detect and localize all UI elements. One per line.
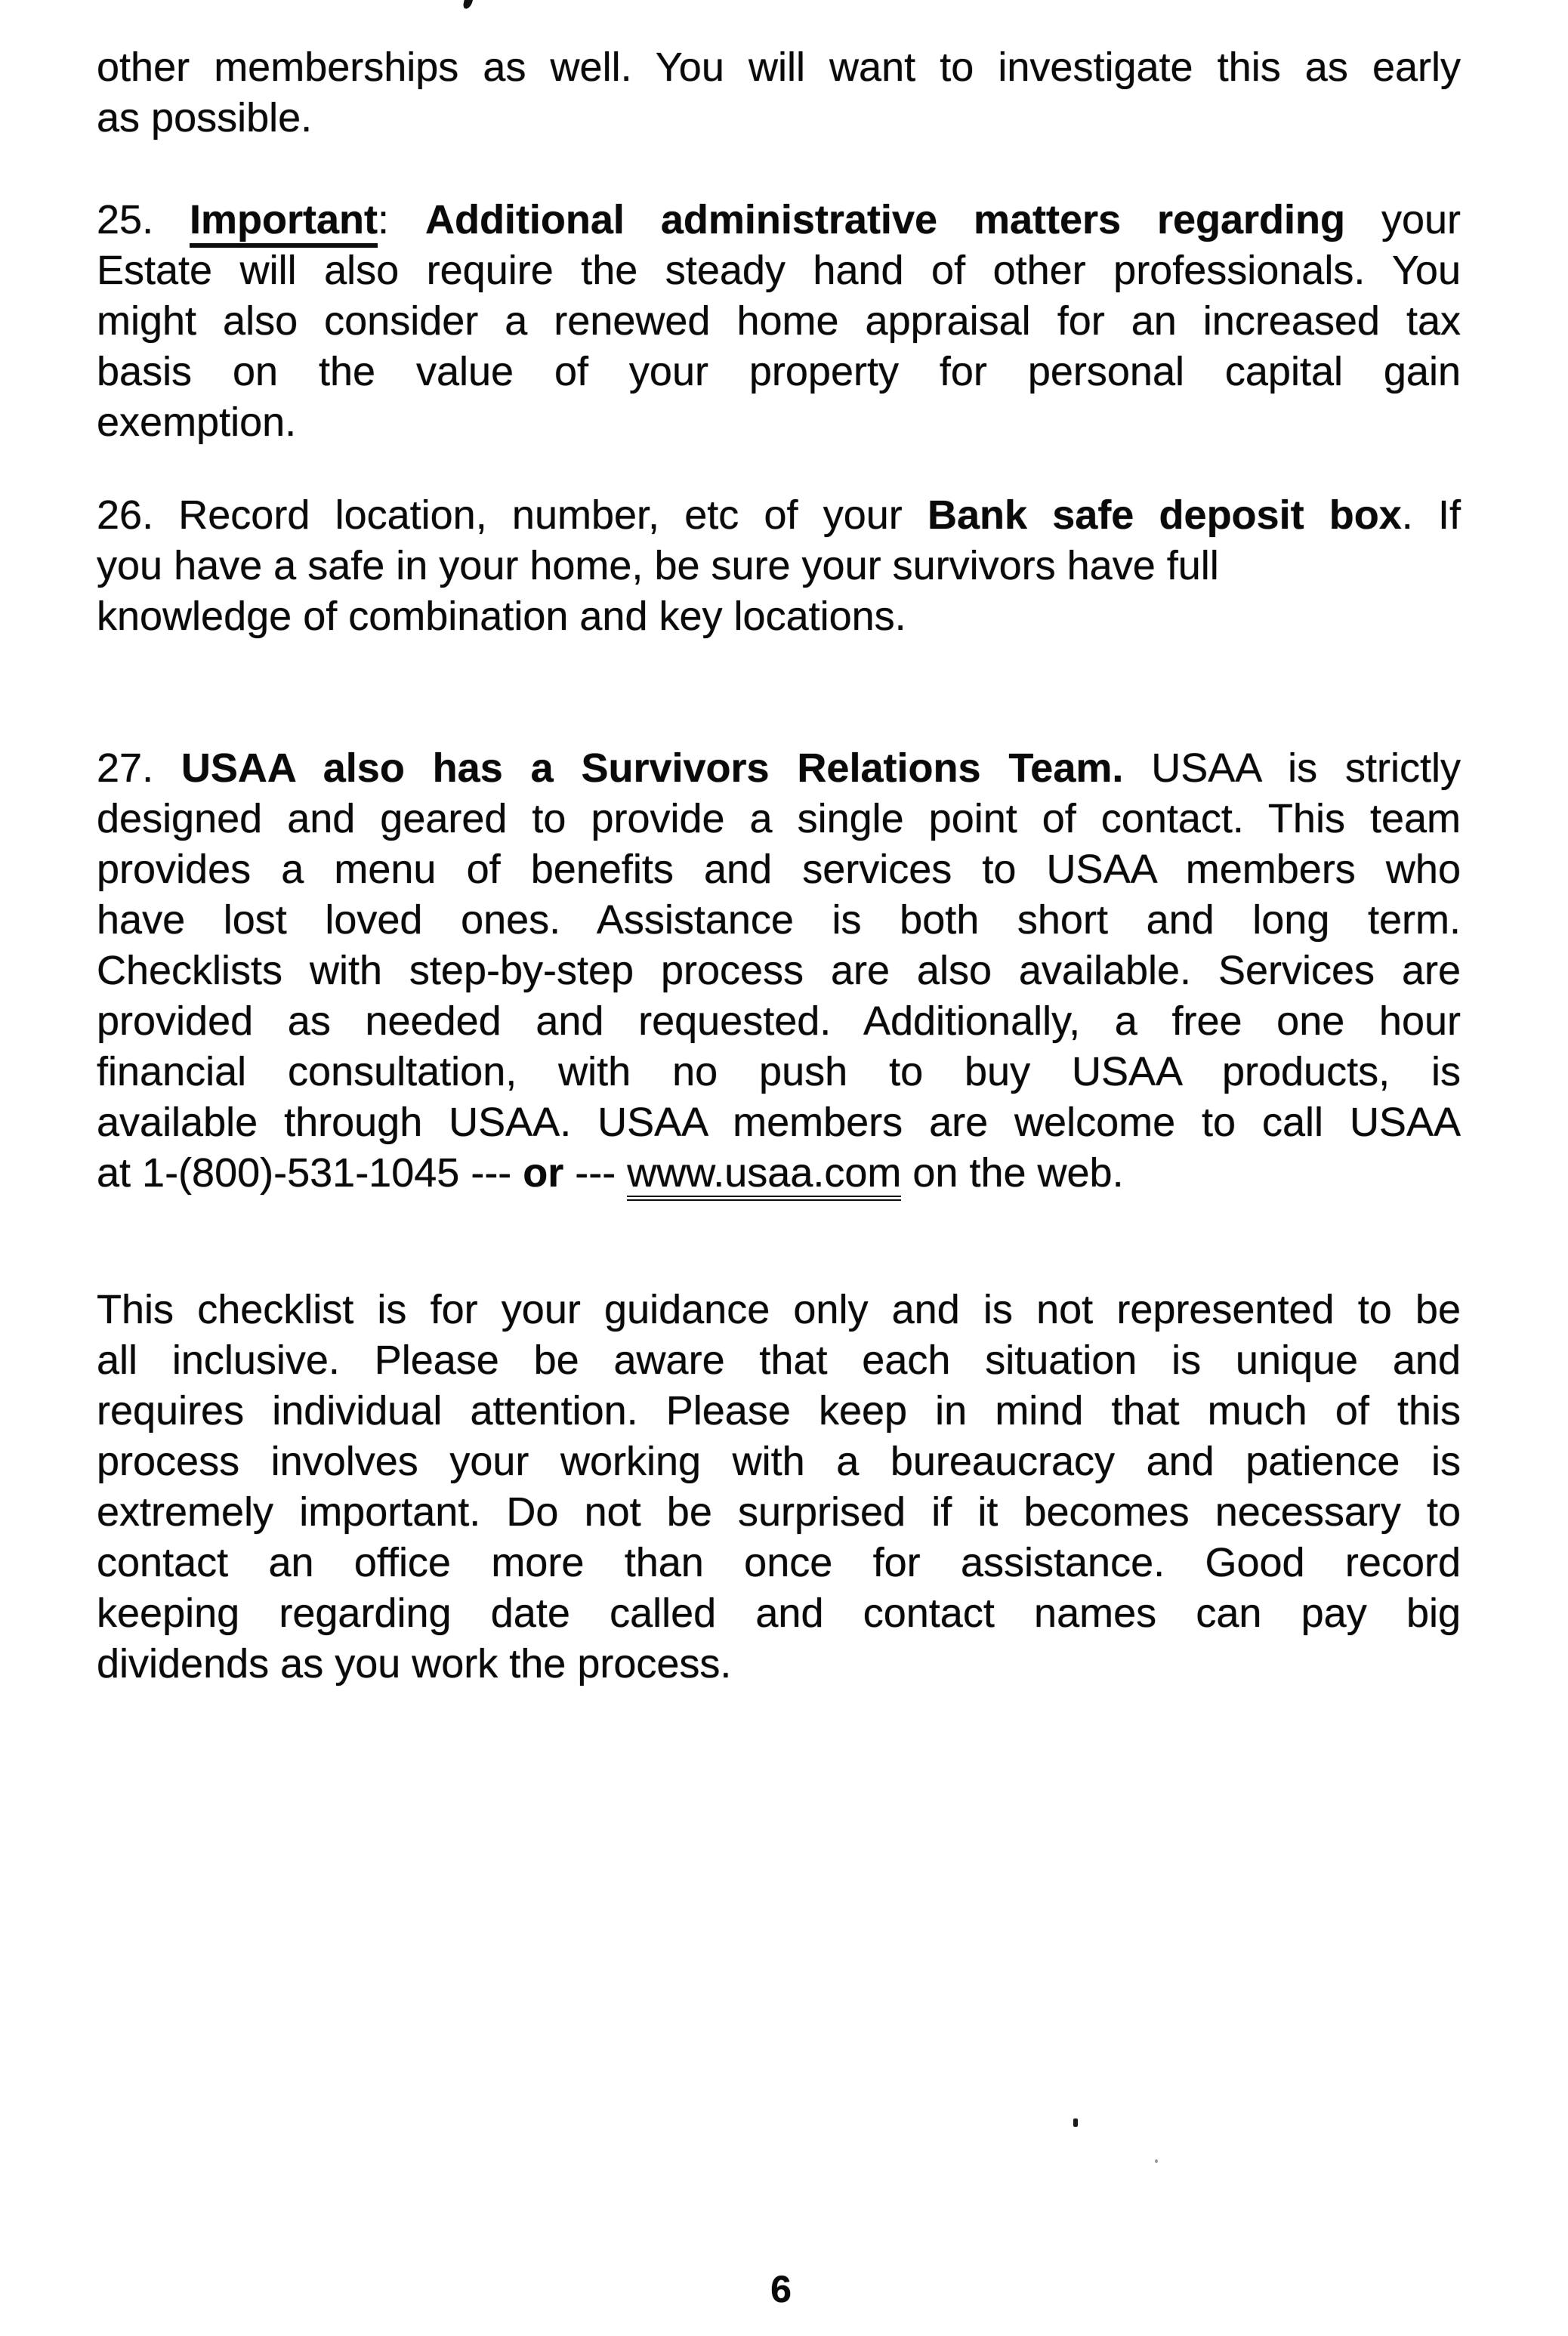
text-segment: contact an office more than once for assistance. Good record xyxy=(97,1540,1461,1585)
text-line xyxy=(97,195,1461,245)
text-segment: exemption. xyxy=(97,400,297,445)
paragraph-item-26 xyxy=(97,490,1461,642)
paragraph-item-27 xyxy=(97,743,1461,1199)
text-line xyxy=(97,42,1461,93)
page-number: 6 xyxy=(770,2268,792,2310)
text-line xyxy=(97,1047,1461,1097)
text-segment: : xyxy=(378,197,425,242)
text-segment: 25. xyxy=(97,197,190,242)
text-line xyxy=(97,1487,1461,1538)
text-segment: all inclusive. Please be aware that each situation is unique and xyxy=(97,1338,1461,1383)
text-segment: extremely important. Do not be surprised if it becomes necessary to xyxy=(97,1489,1461,1535)
text-line xyxy=(97,946,1461,996)
text-segment: your xyxy=(1345,197,1462,242)
text-line xyxy=(97,794,1461,844)
scan-speck xyxy=(1073,2118,1078,2127)
text-segment: or xyxy=(523,1150,564,1196)
scan-speck xyxy=(1155,2159,1158,2163)
text-segment: provided as needed and requested. Additionally, a free one hour xyxy=(97,998,1461,1044)
text-line xyxy=(97,1335,1461,1386)
text-line xyxy=(97,296,1461,347)
text-line xyxy=(97,347,1461,397)
text-segment: Additional administrative matters regarding xyxy=(424,197,1346,242)
paragraph-continuation xyxy=(97,42,1461,143)
text-segment: basis on the value of your property for personal capital gain xyxy=(97,349,1461,394)
text-line xyxy=(97,743,1461,794)
text-line xyxy=(97,93,1461,143)
text-segment: other memberships as well. You will want to investigate this as early xyxy=(97,45,1461,90)
text-segment: as possible. xyxy=(97,95,313,140)
text-segment: 26. Record location, number, etc of your xyxy=(97,492,928,538)
page-number-area xyxy=(761,2268,801,2310)
text-segment: might also consider a renewed home appraisal for an increased tax xyxy=(97,298,1461,344)
text-line xyxy=(97,541,1461,591)
text-segment: dividends as you work the process. xyxy=(97,1641,732,1686)
text-line xyxy=(97,591,1461,642)
text-line xyxy=(97,245,1461,296)
text-segment: on the web. xyxy=(901,1150,1124,1196)
text-segment: --- xyxy=(459,1150,523,1196)
text-line xyxy=(97,1639,1461,1690)
text-line xyxy=(97,1386,1461,1436)
phone-number: 1-(800)-531-1045 xyxy=(142,1150,460,1196)
text-segment: designed and geared to provide a single point of contact. This team xyxy=(97,796,1461,841)
text-line xyxy=(97,1148,1461,1199)
text-segment: available through USAA. USAA members are welcome to call USAA xyxy=(97,1100,1461,1145)
text-segment: --- xyxy=(563,1150,628,1196)
text-segment: provides a menu of benefits and services to USAA members who xyxy=(97,847,1461,892)
text-segment: Bank safe deposit box xyxy=(928,492,1402,538)
text-line xyxy=(97,1285,1461,1335)
text-line xyxy=(97,1588,1461,1639)
text-line xyxy=(97,397,1461,448)
important-label: Important xyxy=(190,197,378,248)
usaa-url: www.usaa.com xyxy=(627,1150,901,1201)
text-segment: financial consultation, with no push to buy USAA products, is xyxy=(97,1049,1461,1094)
text-segment: USAA is strictly xyxy=(1123,745,1461,791)
text-line xyxy=(97,490,1461,541)
text-segment: process involves your working with a bureaucracy and patience is xyxy=(97,1439,1461,1484)
text-line xyxy=(97,844,1461,895)
text-line xyxy=(97,1436,1461,1487)
closing-paragraph xyxy=(97,1285,1461,1690)
text-segment: keeping regarding date called and contact names can pay big xyxy=(97,1591,1461,1636)
text-segment: knowledge of combination and key locations. xyxy=(97,594,906,639)
text-line xyxy=(97,1097,1461,1148)
text-line xyxy=(97,1538,1461,1588)
text-segment: USAA also has a Survivors Relations Team. xyxy=(181,745,1124,791)
text-segment: . If xyxy=(1401,492,1462,538)
paragraph-item-25 xyxy=(97,195,1461,448)
text-line xyxy=(97,895,1461,946)
text-segment: you have a safe in your home, be sure your survivors have full xyxy=(97,543,1219,588)
text-segment: at xyxy=(97,1150,143,1196)
text-segment: 27. xyxy=(97,745,181,791)
text-line xyxy=(97,996,1461,1047)
document-text xyxy=(97,0,1461,2336)
text-segment: requires individual attention. Please keep in mind that much of this xyxy=(97,1388,1461,1433)
text-segment: Checklists with step-by-step process are also available. Services are xyxy=(97,948,1461,993)
text-segment: Estate will also require the steady hand of other professionals. You xyxy=(97,248,1461,293)
text-segment: This checklist is for your guidance only and is not represented to be xyxy=(97,1287,1461,1332)
text-segment: have lost loved ones. Assistance is both short and long term. xyxy=(97,897,1461,943)
